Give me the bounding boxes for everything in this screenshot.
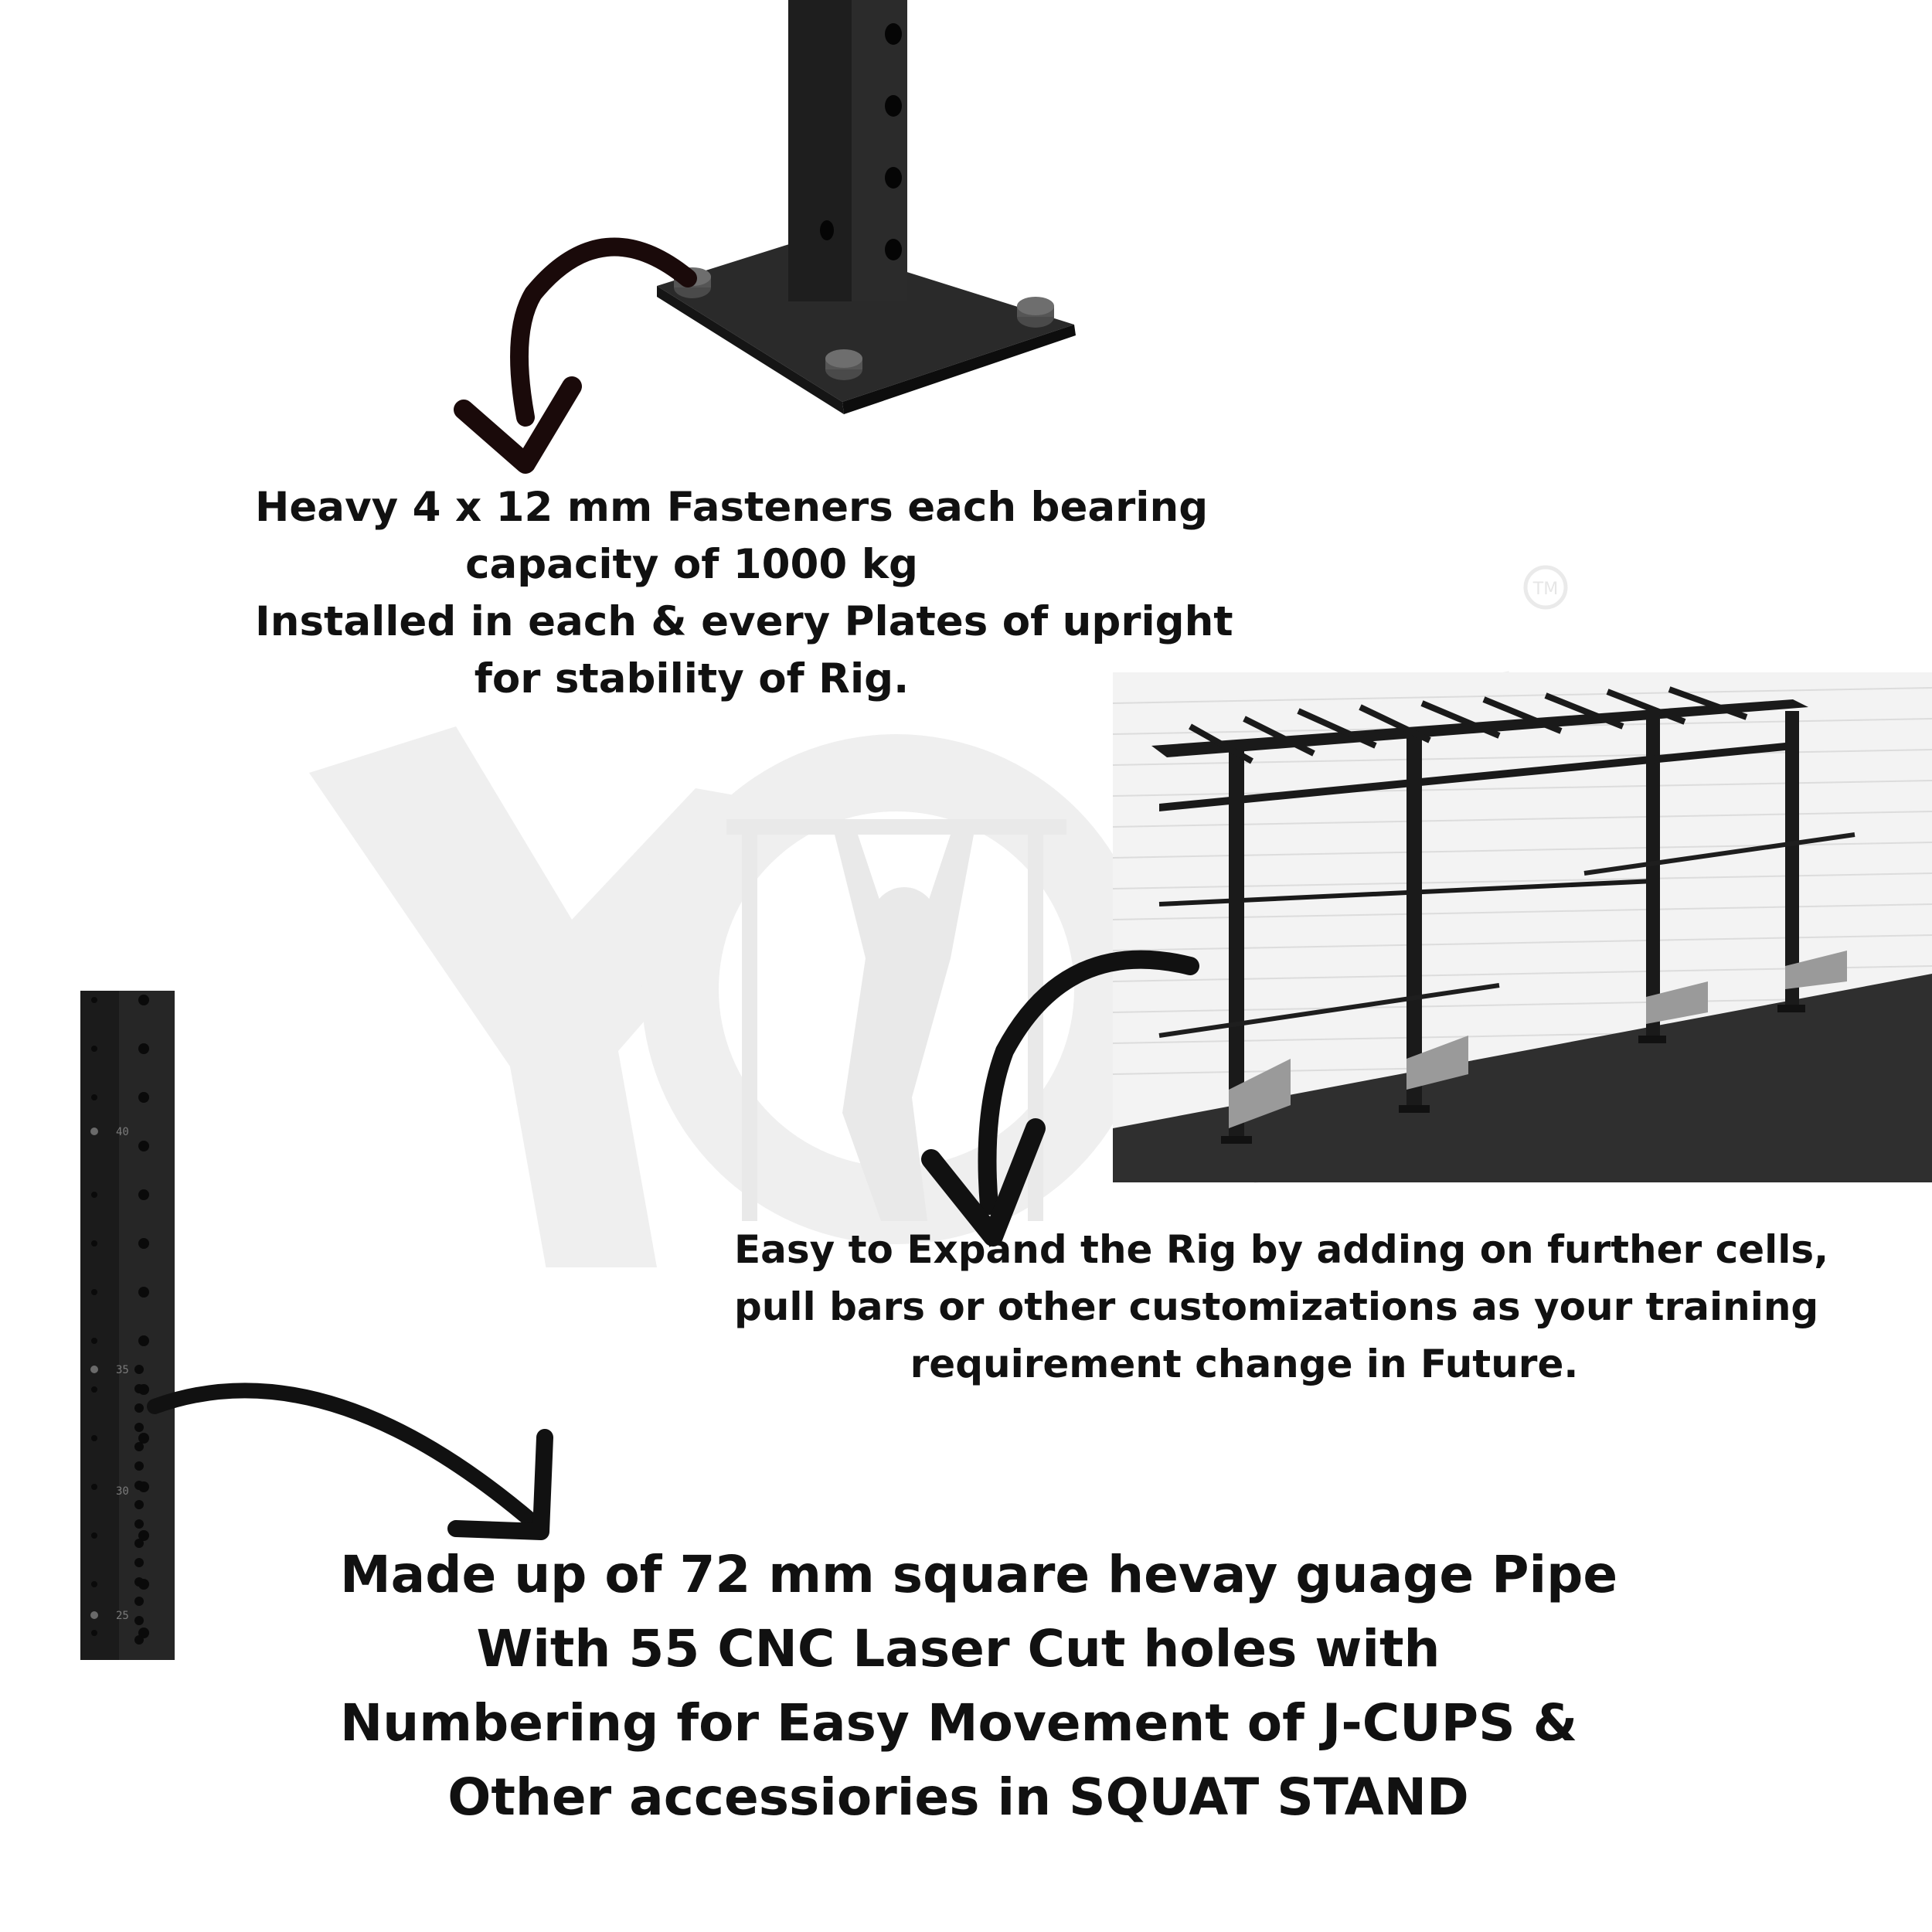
caption-line: requirement change in Future. [910,1342,1579,1386]
caption-line: Heavy 4 x 12 mm Fasteners each bearing [255,484,1209,531]
pipe-number-label: 40 [116,1126,129,1138]
arrow-icon [139,1352,587,1553]
expansion-caption [734,1221,1829,1393]
pipe-number-label: 30 [116,1485,129,1498]
pipe-number-label: 35 [116,1364,129,1376]
upright-pipe-image [80,991,175,1660]
pipe-caption [340,1538,1618,1835]
caption-line: Installed in each & every Plates of upright [255,598,1233,645]
rig-image [1113,672,1932,1182]
caption-line: Other accessiories in SQUAT STAND [447,1767,1469,1827]
arrow-icon [912,943,1206,1252]
caption-line: Numbering for Easy Movement of J-CUPS & [340,1693,1578,1753]
caption-line: for stability of Rig. [474,655,910,702]
trademark-mark: TM [1532,580,1559,599]
pipe-number-label: 25 [116,1610,129,1622]
caption-line: With 55 CNC Laser Cut holes with [476,1619,1440,1679]
upright-base-plate-image [641,0,1105,417]
caption-line: Easy to Expand the Rig by adding on further cells, [734,1227,1829,1272]
caption-line: capacity of 1000 kg [465,541,918,588]
caption-line: pull bars or other customizations as your training [734,1284,1819,1329]
caption-line: Made up of 72 mm square hevay guage Pipe [340,1545,1618,1604]
arrow-icon [448,232,711,479]
fasteners-caption [255,479,1233,708]
